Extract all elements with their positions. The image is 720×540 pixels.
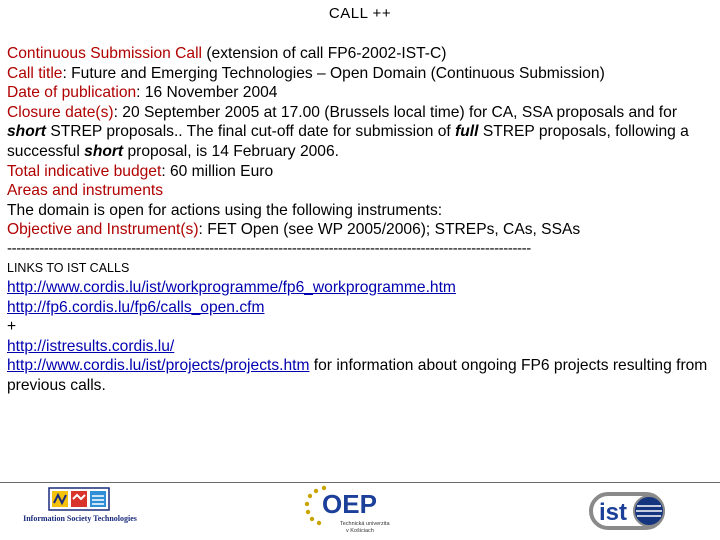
logo-right-text: ist xyxy=(599,499,628,526)
link-row-2 xyxy=(7,298,719,318)
workprogramme-link[interactable]: http://www.cordis.lu/ist/workprogramme/fp6_workprogramme.htm xyxy=(7,278,456,296)
projects-link[interactable]: http://www.cordis.lu/ist/projects/projects.htm xyxy=(7,357,310,375)
logo-left-text: Information Society Technologies xyxy=(23,514,137,523)
call-title-line xyxy=(7,64,719,84)
closure-text-2: STREP proposals.. The final cut-off date for submission of xyxy=(45,123,456,141)
link-row-1 xyxy=(7,278,719,298)
link-row-3 xyxy=(7,337,719,357)
logo-center-sub2: v Košiciach xyxy=(346,528,374,534)
closure-text-4: proposal, is 14 February 2006. xyxy=(123,142,339,160)
logo-center-sub1: Technická univerzita xyxy=(340,521,390,527)
links-heading: LINKS TO IST CALLS xyxy=(7,260,130,275)
areas-heading: Areas and instruments xyxy=(7,182,164,200)
closure-short-emph-2: short xyxy=(84,142,124,160)
page-title: CALL ++ xyxy=(328,5,392,22)
call-details xyxy=(7,44,719,396)
logo-center-main: OEP xyxy=(322,489,377,519)
budget-label: Total indicative budget xyxy=(7,162,162,180)
istresults-link[interactable]: http://istresults.cordis.lu/ xyxy=(7,337,175,355)
projects-link-note: for information about ongoing FP6 projects resulting from previous calls. xyxy=(7,357,708,394)
publication-date-value: : 16 November 2004 xyxy=(136,84,278,102)
call-type-line xyxy=(7,44,719,64)
publication-date-line xyxy=(7,83,719,103)
objective-value: : FET Open (see WP 2005/2006); STREPs, CAs, SSAs xyxy=(198,221,581,239)
ist-logo xyxy=(585,488,685,534)
budget-line xyxy=(7,162,719,182)
objective-label: Objective and Instrument(s) xyxy=(7,221,199,239)
closure-text-3: STREP proposals, following a successful xyxy=(7,123,689,160)
closure-date-label: Closure date(s) xyxy=(7,103,114,121)
publication-date-label: Date of publication xyxy=(7,84,137,102)
closure-text-1: : 20 September 2005 at 17.00 (Brussels local time) for CA, SSA proposals and for xyxy=(113,103,678,121)
separator-line: ------------------------------------------------------------------------------------------------------------------ xyxy=(7,239,531,257)
closure-short-emph: short xyxy=(7,123,46,141)
call-title-label: Call title xyxy=(7,64,63,82)
oep-logo xyxy=(300,483,400,537)
call-type-label: Continuous Submission Call xyxy=(7,45,203,62)
link-row-4 xyxy=(7,356,719,395)
call-type-value: (extension of call FP6-2002-IST-C) xyxy=(202,45,447,62)
closure-full-emph: full xyxy=(455,123,479,141)
budget-value: : 60 million Euro xyxy=(161,162,274,180)
domain-text: The domain is open for actions using the following instruments: xyxy=(7,201,443,219)
call-title-value: : Future and Emerging Technologies – Open Domain (Continuous Submission) xyxy=(62,64,605,82)
plus-sign: + xyxy=(7,318,17,336)
objective-line xyxy=(7,220,719,240)
calls-open-link[interactable]: http://fp6.cordis.lu/fp6/calls_open.cfm xyxy=(7,298,265,316)
closure-date-line xyxy=(7,103,719,162)
information-society-logo xyxy=(23,487,137,533)
